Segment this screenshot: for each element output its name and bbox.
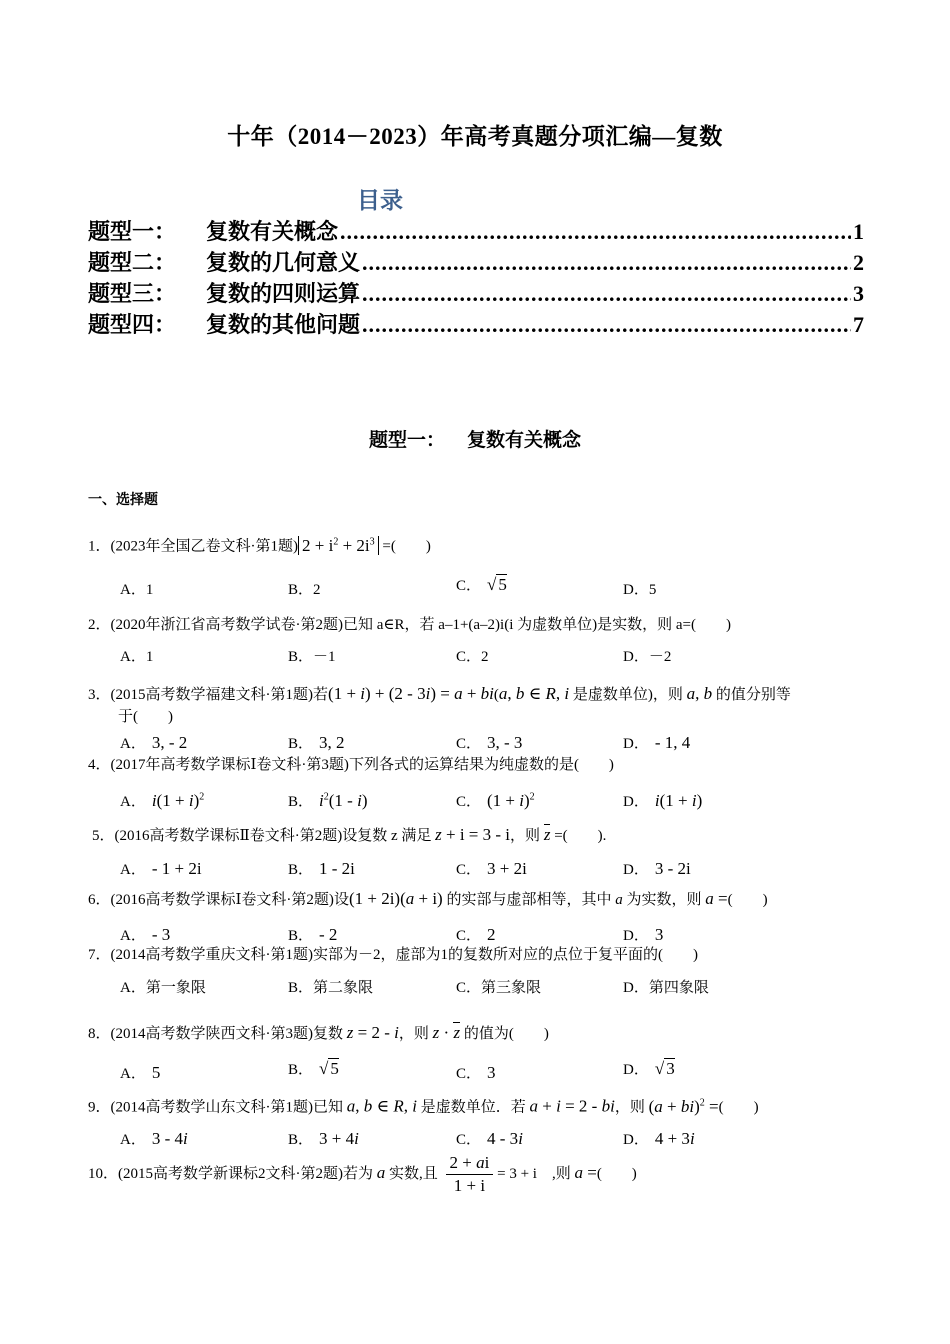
toc-page: 7: [853, 312, 864, 337]
q2-option-d[interactable]: D．－2: [623, 649, 672, 665]
question-9: 9．(2014高考数学山东文科·第1题)已知 a, b ∈ R, i 是虚数单位．若 a + i = 2 - bi，则 (a + bi)$^2$ =( ): [88, 1096, 759, 1116]
q9-option-b[interactable]: B． 3 + 4i: [288, 1129, 359, 1148]
q5-option-a[interactable]: A． - 1 + 2i: [120, 859, 202, 878]
q3-option-a[interactable]: A． 3, - 2: [120, 733, 188, 752]
q4-option-d[interactable]: D． i(1 + i): [623, 791, 703, 810]
question-6: 6．(2016高考数学课标Ⅰ卷文科·第2题)设(1 + 2i)(a + i) 的实部与虚部相等，其中 a 为实数，则 a =( ): [88, 889, 768, 908]
question-5: 5．(2016高考数学课标Ⅱ卷文科·第2题)设复数 z 满足 z + i = 3 - i，则 z =( ).: [92, 825, 607, 844]
section-heading: [0, 425, 950, 452]
q5-option-c[interactable]: C． 3 + 2i: [456, 859, 527, 878]
q3-option-b[interactable]: B． 3, 2: [288, 733, 345, 752]
q3-option-d[interactable]: D． - 1, 4: [623, 733, 691, 752]
q2-option-b[interactable]: B．－1: [288, 649, 336, 665]
toc-item-1[interactable]: [88, 215, 864, 246]
toc-leader: [362, 281, 851, 307]
toc-name: 复数的其他问题: [206, 312, 361, 337]
question-8: 8．(2014高考数学陕西文科·第3题)复数 z = 2 - i，则 z · z 的值为( ): [88, 1023, 549, 1042]
toc-name: 复数的四则运算: [206, 281, 361, 306]
toc-heading: 目录: [357, 188, 403, 213]
subheading: 一、选择题: [88, 493, 158, 508]
toc-name: 复数的几何意义: [206, 250, 361, 275]
toc-label: 题型二：: [88, 250, 177, 275]
document-title: 十年（2014－2023）年高考真题分项汇编—复数: [227, 124, 723, 149]
question-10: 10．(2015高考数学新课标2文科·第2题)若为 a 实数,且 $\frac{2 + ai}{1 + i}$ = 3 + i ,则 a =( ): [88, 1153, 637, 1195]
question-3-cont: 于( ): [118, 709, 173, 725]
q8-option-c[interactable]: C． 3: [456, 1063, 496, 1082]
toc-page: 1: [853, 219, 864, 244]
q9-option-a[interactable]: A． 3 - 4i: [120, 1129, 188, 1148]
toc-leader: [362, 250, 851, 276]
q8-option-d[interactable]: D． √ 3: [623, 1059, 675, 1078]
toc-page: 3: [853, 281, 864, 306]
toc-item-2[interactable]: [88, 246, 864, 277]
q6-option-a[interactable]: A． - 3: [120, 925, 171, 944]
q8-option-b[interactable]: B． √ 5: [288, 1059, 339, 1078]
q5-option-d[interactable]: D． 3 - 2i: [623, 859, 691, 878]
toc-leader: [362, 312, 851, 338]
q9-option-d[interactable]: D． 4 + 3i: [623, 1129, 695, 1148]
q6-option-c[interactable]: C． 2: [456, 925, 496, 944]
toc-label: 题型三：: [88, 281, 177, 306]
q4-option-c[interactable]: C． $(1 + i)^2$: [456, 791, 535, 810]
q6-option-d[interactable]: D． 3: [623, 925, 664, 944]
q1-option-d[interactable]: D．5: [623, 582, 657, 598]
toc-item-3[interactable]: [88, 277, 864, 308]
question-1: 1．(2023年全国乙卷文科·第1题) $2 + i^2 + 2i^3$ =( ): [88, 535, 431, 555]
q3-option-c[interactable]: C． 3, - 3: [456, 733, 523, 752]
q9-option-c[interactable]: C． 4 - 3i: [456, 1129, 523, 1148]
toc-label: 题型四：: [88, 312, 177, 337]
q5-option-b[interactable]: B． 1 - 2i: [288, 859, 355, 878]
q2-option-a[interactable]: A．1: [120, 649, 154, 665]
question-3: 3．(2015高考数学福建文科·第1题)若(1 + i) + (2 - 3i) = a + bi(a, b ∈ R, i 是虚数单位)，则 a, b 的值分别等: [88, 684, 791, 703]
question-2: 2．(2020年浙江省高考数学试卷·第2题)已知 a∈R，若 a–1+(a–2)i(i 为虚数单位)是实数，则 a=( ): [88, 617, 731, 633]
q7-option-b[interactable]: B．第二象限: [288, 980, 374, 996]
toc-leader: [340, 219, 851, 245]
toc-name: 复数有关概念: [206, 219, 339, 244]
section-name: 复数有关概念: [467, 430, 582, 451]
question-7: 7．(2014高考数学重庆文科·第1题)实部为－2，虚部为1的复数所对应的点位于复平面的( ): [88, 947, 699, 963]
q4-option-a[interactable]: A． $i(1 + i)^2$: [120, 791, 205, 810]
toc-label: 题型一：: [88, 219, 177, 244]
q2-option-c[interactable]: C．2: [456, 649, 489, 665]
section-label: 题型一：: [368, 430, 445, 451]
toc-page: 2: [853, 250, 864, 275]
q6-option-b[interactable]: B． - 2: [288, 925, 338, 944]
question-4: 4．(2017年高考数学课标Ⅰ卷文科·第3题)下列各式的运算结果为纯虚数的是( ): [88, 757, 614, 773]
q1-option-b[interactable]: B．2: [288, 582, 321, 598]
q7-option-c[interactable]: C．第三象限: [456, 980, 542, 996]
q7-option-a[interactable]: A．第一象限: [120, 980, 206, 996]
q1-option-c[interactable]: C． √ 5: [456, 575, 507, 594]
q8-option-a[interactable]: A． 5: [120, 1063, 161, 1082]
toc-item-4[interactable]: [88, 308, 864, 339]
q7-option-d[interactable]: D．第四象限: [623, 980, 709, 996]
q4-option-b[interactable]: B． $i^2(1 - i)$: [288, 791, 368, 810]
q1-option-a[interactable]: A．1: [120, 582, 154, 598]
